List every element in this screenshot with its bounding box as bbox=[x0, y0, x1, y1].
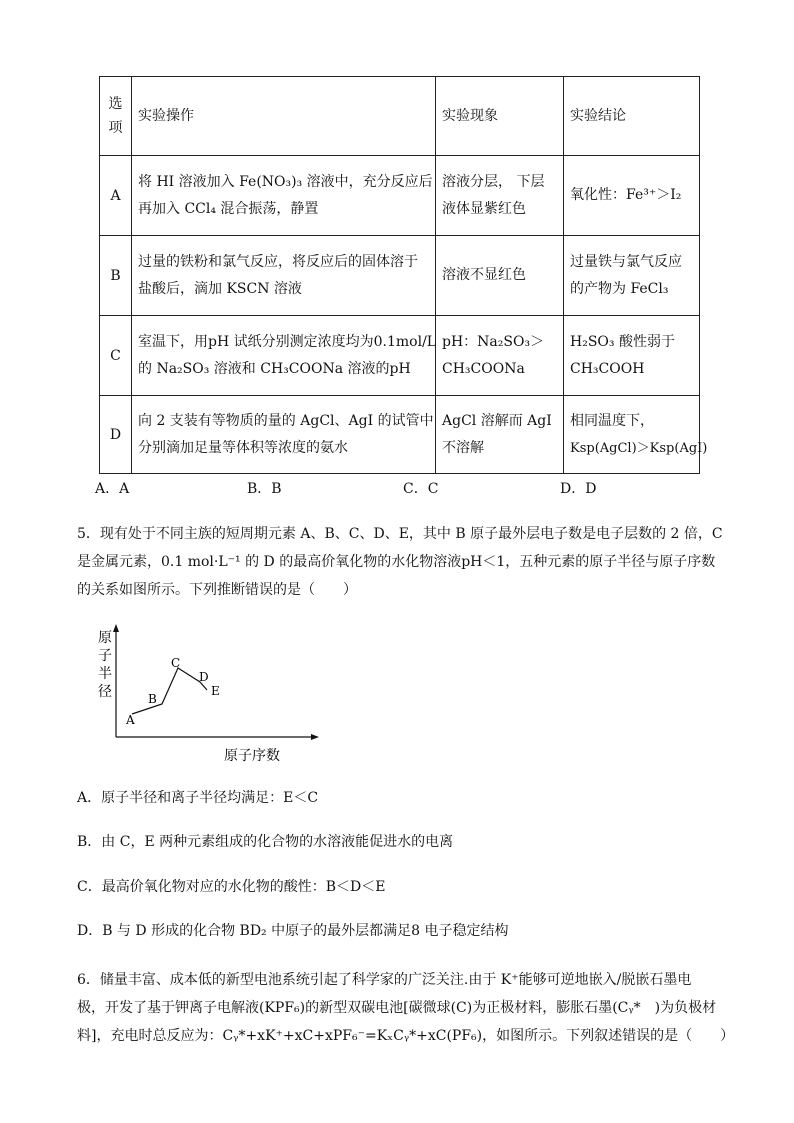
row-operation: 向 2 支装有等物质的量的 AgCl、AgI 的试管中 分别滴加足量等体积等浓度的氨水 bbox=[132, 396, 436, 474]
y-label-char: 半 bbox=[98, 666, 112, 682]
point-label-c: C bbox=[171, 656, 181, 670]
q5-stem: 5．现有处于不同主族的短周期元素 A、B、C、D、E，其中 B 原子最外层电子数是电子层数的 2 倍，C 是金属元素，0.1 mol·L⁻¹ 的 D 的最高价氧化物的水化物溶液pH＜1，五种元素的原子半径与原子序数 的关系如图所示。下列推断错误的是（ ） bbox=[77, 526, 723, 598]
row-operation: 过量的铁粉和氯气反应，将反应后的固体溶于 盐酸后，滴加 KSCN 溶液 bbox=[132, 236, 436, 316]
point-label-e: E bbox=[211, 684, 220, 698]
row-phenomenon: 溶液分层， 下层 液体显紫红色 bbox=[436, 156, 564, 236]
header-option: 选 项 bbox=[100, 77, 132, 156]
row-phenomenon: pH：Na₂SO₃＞ CH₃COONa bbox=[436, 316, 564, 396]
table-row bbox=[100, 316, 700, 396]
q6-stem: 6．储量丰富、成本低的新型电池系统引起了科学家的广泛关注.由于 K⁺能够可逆地嵌入/脱嵌石墨电 极，开发了基于钾离子电解液(KPF₆)的新型双碳电池[碳微球(C)为正极材料，膨胀石墨(Cᵧ* )为负极材 料]，充电时总反应为：Cᵧ*+xK⁺+xC+xPF₆⁻=KₓCᵧ*+xC(PF₆)，如图所示。下列叙述错误的是（ ） bbox=[77, 972, 735, 1044]
q5-option-a[interactable]: A．原子半径和离子半径均满足：E＜C bbox=[77, 790, 319, 806]
row-phenomenon: AgCl 溶解而 AgI 不溶解 bbox=[436, 396, 564, 474]
table-row bbox=[100, 396, 700, 474]
point-label-d: D bbox=[199, 670, 209, 684]
row-option: A bbox=[100, 156, 132, 236]
row-conclusion: 过量铁与氯气反应 的产物为 FeCl₃ bbox=[564, 236, 700, 316]
choice-c[interactable]: C．C bbox=[403, 481, 439, 497]
choice-d[interactable]: D．D bbox=[560, 481, 597, 497]
row-conclusion: H₂SO₃ 酸性弱于 CH₃COOH bbox=[564, 316, 700, 396]
point-label-b: B bbox=[148, 692, 157, 706]
table-row bbox=[100, 236, 700, 316]
row-operation: 将 HI 溶液加入 Fe(NO₃)₃ 溶液中，充分反应后 再加入 CCl₄ 混合振荡，静置 bbox=[132, 156, 436, 236]
y-label-char: 子 bbox=[98, 648, 112, 664]
row-conclusion: 氧化性：Fe³⁺＞I₂ bbox=[564, 156, 700, 236]
table-row bbox=[100, 156, 700, 236]
point-label-a: A bbox=[126, 713, 135, 727]
header-operation: 实验操作 bbox=[132, 77, 436, 156]
row-option: B bbox=[100, 236, 132, 316]
choice-a[interactable]: A．A bbox=[95, 481, 130, 497]
header-phenomenon: 实验现象 bbox=[436, 77, 564, 156]
experiment-table bbox=[99, 76, 708, 474]
row-conclusion: 相同温度下， Ksp(AgCl)＞Ksp(AgI) bbox=[564, 396, 700, 474]
row-option: C bbox=[100, 316, 132, 396]
header-conclusion: 实验结论 bbox=[564, 77, 700, 156]
x-axis-label: 原子序数 bbox=[224, 748, 280, 764]
row-phenomenon: 溶液不显红色 bbox=[436, 236, 564, 316]
choice-b[interactable]: B．B bbox=[247, 481, 282, 497]
table-header-row bbox=[100, 77, 700, 156]
q5-option-c[interactable]: C．最高价氧化物对应的水化物的酸性：B＜D＜E bbox=[77, 879, 386, 895]
y-label-char: 原 bbox=[98, 630, 112, 646]
row-operation: 室温下，用pH 试纸分别测定浓度均为0.1mol/L 的 Na₂SO₃ 溶液和 CH₃COONa 溶液的pH bbox=[132, 316, 436, 396]
row-option: D bbox=[100, 396, 132, 474]
atomic-radius-figure bbox=[90, 622, 330, 772]
y-label-char: 径 bbox=[98, 684, 112, 700]
q5-option-b[interactable]: B．由 C，E 两种元素组成的化合物的水溶液能促进水的电离 bbox=[77, 834, 454, 850]
q5-option-d[interactable]: D．B 与 D 形成的化合物 BD₂ 中原子的最外层都满足8 电子稳定结构 bbox=[77, 923, 509, 939]
